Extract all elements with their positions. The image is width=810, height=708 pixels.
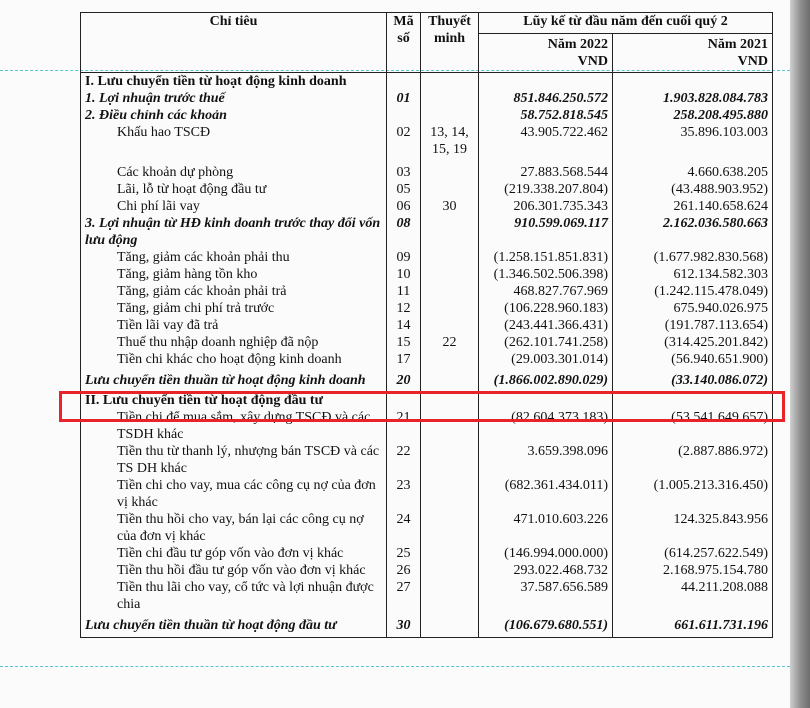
- row-value-2021: (43.488.903.952): [613, 181, 773, 198]
- highlight-box: [59, 391, 785, 422]
- row-value-2021: 661.611.731.196: [613, 613, 773, 638]
- row-label: Tiền chi để mua sắm, xây dựng TSCĐ và các TSDH khác: [81, 409, 387, 443]
- row-label: Lưu chuyển tiền thuần từ hoạt động đầu tư: [81, 613, 387, 638]
- row-value-2021: (191.787.113.654): [613, 317, 773, 334]
- row-value-2022: 293.022.468.732: [479, 562, 613, 579]
- table-row: [81, 477, 773, 511]
- header-period: Lũy kế từ đầu năm đến cuối quý 2: [479, 13, 773, 34]
- row-note: [421, 351, 479, 368]
- row-label: Tiền thu từ thanh lý, nhượng bán TSCĐ và các TS DH khác: [81, 443, 387, 477]
- row-code: 21: [387, 409, 421, 443]
- row-label: Các khoản dự phòng: [81, 164, 387, 181]
- row-value-2022: (106.679.680.551): [479, 613, 613, 638]
- row-value-2022: 27.883.568.544: [479, 164, 613, 181]
- row-code: 26: [387, 562, 421, 579]
- row-code: [387, 73, 421, 91]
- row-label: Chi phí lãi vay: [81, 198, 387, 215]
- row-code: 15: [387, 334, 421, 351]
- row-code: 05: [387, 181, 421, 198]
- row-value-2022: (1.258.151.851.831): [479, 249, 613, 266]
- row-code: 23: [387, 477, 421, 511]
- row-note: [421, 215, 479, 249]
- row-value-2022: 37.587.656.589: [479, 579, 613, 613]
- row-value-2021: 1.903.828.084.783: [613, 90, 773, 107]
- row-note: [421, 266, 479, 283]
- row-label: 3. Lợi nhuận từ HĐ kinh doanh trước thay đổi vốn lưu động: [81, 215, 387, 249]
- table-row: [81, 562, 773, 579]
- row-note: [421, 90, 479, 107]
- row-value-2022: (219.338.207.804): [479, 181, 613, 198]
- table-row: [81, 368, 773, 392]
- row-value-2021: [613, 73, 773, 91]
- table-row: [81, 73, 773, 91]
- row-code: 24: [387, 511, 421, 545]
- row-note: 30: [421, 198, 479, 215]
- row-value-2022: 58.752.818.545: [479, 107, 613, 124]
- row-note: [421, 317, 479, 334]
- row-value-2021: 4.660.638.205: [613, 164, 773, 181]
- row-label: Thuế thu nhập doanh nghiệp đã nộp: [81, 334, 387, 351]
- row-note: [421, 283, 479, 300]
- row-value-2021: (56.940.651.900): [613, 351, 773, 368]
- row-code: 17: [387, 351, 421, 368]
- row-value-2022: 206.301.735.343: [479, 198, 613, 215]
- row-label: Tăng, giảm chi phí trả trước: [81, 300, 387, 317]
- table-row: [81, 181, 773, 198]
- row-code: 06: [387, 198, 421, 215]
- row-note: [421, 443, 479, 477]
- row-value-2021: 675.940.026.975: [613, 300, 773, 317]
- header-year-2021: [613, 34, 773, 73]
- table-row: [81, 300, 773, 317]
- table-row: [81, 164, 773, 181]
- table-row: [81, 124, 773, 164]
- row-note: [421, 368, 479, 392]
- row-value-2022: (682.361.434.011): [479, 477, 613, 511]
- header-indicator: Chỉ tiêu: [81, 13, 387, 73]
- row-code: 14: [387, 317, 421, 334]
- row-code: 30: [387, 613, 421, 638]
- row-code: 27: [387, 579, 421, 613]
- row-code: 25: [387, 545, 421, 562]
- row-note: 13, 14, 15, 19: [421, 124, 479, 164]
- row-label: Tăng, giảm các khoản phải trả: [81, 283, 387, 300]
- header-year-2022-label: Năm 2022: [547, 37, 608, 52]
- row-value-2021: 261.140.658.624: [613, 198, 773, 215]
- row-label: I. Lưu chuyển tiền từ hoạt động kinh doanh: [81, 73, 387, 91]
- row-label: Tiền lãi vay đã trả: [81, 317, 387, 334]
- row-value-2022: (243.441.366.431): [479, 317, 613, 334]
- table-row: [81, 249, 773, 266]
- row-value-2021: (1.005.213.316.450): [613, 477, 773, 511]
- row-value-2022: (29.003.301.014): [479, 351, 613, 368]
- row-value-2022: (1.866.002.890.029): [479, 368, 613, 392]
- row-label: II. Lưu chuyển tiền từ hoạt động đầu tư: [81, 392, 387, 409]
- row-note: [421, 562, 479, 579]
- row-note: [421, 249, 479, 266]
- row-label: Lưu chuyển tiền thuần từ hoạt động kinh doanh: [81, 368, 387, 392]
- page-edge-shadow: [790, 0, 810, 708]
- table-row: [81, 198, 773, 215]
- row-value-2022: 468.827.767.969: [479, 283, 613, 300]
- scan-guide-line: [0, 666, 790, 667]
- row-value-2022: 3.659.398.096: [479, 443, 613, 477]
- header-currency: VND: [737, 54, 768, 69]
- table-row: [81, 90, 773, 107]
- header-year-2022: [479, 34, 613, 73]
- row-value-2022: 910.599.069.117: [479, 215, 613, 249]
- row-note: [421, 613, 479, 638]
- row-note: [421, 107, 479, 124]
- row-value-2021: 44.211.208.088: [613, 579, 773, 613]
- row-value-2022: (1.346.502.506.398): [479, 266, 613, 283]
- row-value-2021: 124.325.843.956: [613, 511, 773, 545]
- row-note: [421, 300, 479, 317]
- row-value-2021: (1.242.115.478.049): [613, 283, 773, 300]
- header-code: Mã số: [387, 13, 421, 73]
- row-value-2021: (614.257.622.549): [613, 545, 773, 562]
- row-code: [387, 107, 421, 124]
- table-row: [81, 334, 773, 351]
- row-code: 01: [387, 90, 421, 107]
- row-label: Tiền chi khác cho hoạt động kinh doanh: [81, 351, 387, 368]
- row-code: 12: [387, 300, 421, 317]
- row-value-2021: 2.162.036.580.663: [613, 215, 773, 249]
- row-value-2022: (106.228.960.183): [479, 300, 613, 317]
- row-value-2022: 43.905.722.462: [479, 124, 613, 164]
- row-label: Tiền chi đầu tư góp vốn vào đơn vị khác: [81, 545, 387, 562]
- row-label: Khấu hao TSCĐ: [81, 124, 387, 164]
- row-value-2021: (314.425.201.842): [613, 334, 773, 351]
- row-code: 10: [387, 266, 421, 283]
- row-note: [421, 477, 479, 511]
- table-row: [81, 283, 773, 300]
- row-note: [421, 545, 479, 562]
- row-value-2022: [479, 73, 613, 91]
- header-currency: VND: [577, 54, 608, 69]
- table-row: [81, 545, 773, 562]
- header-year-2021-label: Năm 2021: [707, 37, 768, 52]
- row-value-2021: (33.140.086.072): [613, 368, 773, 392]
- row-value-2021: (2.887.886.972): [613, 443, 773, 477]
- row-label: 1. Lợi nhuận trước thuế: [81, 90, 387, 107]
- row-code: 08: [387, 215, 421, 249]
- row-note: [421, 181, 479, 198]
- row-label: Tăng, giảm hàng tồn kho: [81, 266, 387, 283]
- row-value-2022: (146.994.000.000): [479, 545, 613, 562]
- row-note: [421, 579, 479, 613]
- row-code: 20: [387, 368, 421, 392]
- row-value-2021: 258.208.495.880: [613, 107, 773, 124]
- table-row: [81, 317, 773, 334]
- row-label: 2. Điều chỉnh các khoản: [81, 107, 387, 124]
- table-row: [81, 215, 773, 249]
- row-code: 03: [387, 164, 421, 181]
- table-row: [81, 443, 773, 477]
- row-code: 09: [387, 249, 421, 266]
- row-label: Tăng, giảm các khoản phải thu: [81, 249, 387, 266]
- table-row: [81, 266, 773, 283]
- table-row: [81, 351, 773, 368]
- row-value-2022: 471.010.603.226: [479, 511, 613, 545]
- row-note: [421, 511, 479, 545]
- row-value-2022: (82.604.373.183): [479, 409, 613, 443]
- cash-flow-table: [80, 12, 773, 638]
- row-note: 22: [421, 334, 479, 351]
- row-value-2021: 612.134.582.303: [613, 266, 773, 283]
- row-value-2022: (262.101.741.258): [479, 334, 613, 351]
- row-note: [421, 164, 479, 181]
- table-row: [81, 107, 773, 124]
- row-label: Tiền chi cho vay, mua các công cụ nợ của đơn vị khác: [81, 477, 387, 511]
- table-row: [81, 613, 773, 638]
- table-row: [81, 511, 773, 545]
- row-note: [421, 73, 479, 91]
- row-value-2021: 35.896.103.003: [613, 124, 773, 164]
- row-label: Tiền thu hồi đầu tư góp vốn vào đơn vị khác: [81, 562, 387, 579]
- table-row: [81, 579, 773, 613]
- row-value-2022: 851.846.250.572: [479, 90, 613, 107]
- row-code: 11: [387, 283, 421, 300]
- row-value-2021: 2.168.975.154.780: [613, 562, 773, 579]
- row-label: Lãi, lỗ từ hoạt động đầu tư: [81, 181, 387, 198]
- row-code: 02: [387, 124, 421, 164]
- row-value-2021: (1.677.982.830.568): [613, 249, 773, 266]
- header-row: [81, 13, 773, 34]
- header-note: Thuyết minh: [421, 13, 479, 73]
- row-label: Tiền thu lãi cho vay, cổ tức và lợi nhuận được chia: [81, 579, 387, 613]
- row-code: 22: [387, 443, 421, 477]
- row-value-2021: (53.541.649.657): [613, 409, 773, 443]
- row-label: Tiền thu hồi cho vay, bán lại các công cụ nợ của đơn vị khác: [81, 511, 387, 545]
